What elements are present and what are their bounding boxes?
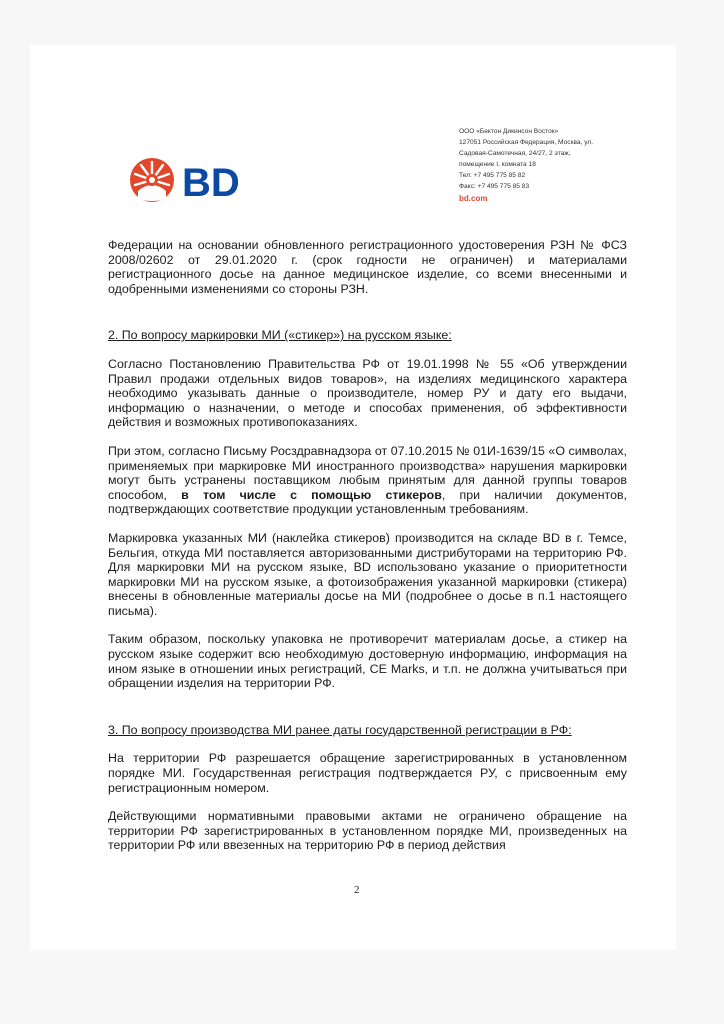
company-name: ООО «Бектон Дикинсон Восток» bbox=[459, 128, 559, 135]
page-number: 2 bbox=[354, 884, 360, 896]
bd-starburst-icon bbox=[130, 158, 174, 202]
section-heading-3: 3. По вопросу производства МИ ранее даты государственной регистрации в РФ: bbox=[108, 722, 572, 737]
address-line: 127051 Российская Федерация, Москва, ул. bbox=[459, 139, 594, 147]
bd-logo-text: BD bbox=[182, 161, 240, 205]
website-link[interactable]: bd.com bbox=[459, 193, 488, 203]
paragraph: Согласно Постановлению Правительства РФ от 19.01.1998 № 55 «Об утверждении Правил продажи отдельных видов товаров», на изделиях медицинского характера необходимо указывать данные о производителе, номер РУ и дату его выдачи, информацию о назначении, о методе и способах применения, об эффективности действия и возможных противопоказаниях. bbox=[108, 356, 627, 430]
paragraph: Действующими нормативными правовыми актами не ограничено обращение на территории РФ зарегистрированных в установленном порядке МИ, произведенных на территории РФ или ввезенных на территорию РФ в период действия bbox=[108, 809, 627, 853]
section-heading-2: 2. По вопросу маркировки МИ («стикер») на русском языке: bbox=[108, 328, 452, 343]
address-line: помещение I, комната 18 bbox=[459, 161, 536, 169]
phone-number: Тел: +7 495 775 85 82 bbox=[459, 172, 526, 180]
bold-emphasis: в том числе с помощью стикеров bbox=[181, 487, 442, 502]
address-line: Садовая-Самотечная, 24/27, 2 этаж, bbox=[459, 150, 571, 158]
bd-logo bbox=[128, 155, 258, 207]
paragraph: Таким образом, поскольку упаковка не противоречит материалам досье, а стикер на русском языке содержит всю необходимую достоверную информацию, информация на ином языке в отношении иных регистраций, CE Marks, и т.п. не должна учитываться при обращении изделия на территории РФ. bbox=[108, 632, 627, 691]
paragraph: При этом, согласно Письму Росздравнадзора от 07.10.2015 № 01И-1639/15 «О символах, применяемых при маркировке МИ иностранного производства» нарушения маркировки могут быть устранены поставщиком любым принятым для данной группы товаров способом, в том числе с помощью стикеров, при наличии документов, подтверждающих соответствие продукции установленным требованиям. bbox=[108, 443, 627, 517]
paragraph: На территории РФ разрешается обращение зарегистрированных в установленном порядке МИ. Государственная регистрация подтверждается РУ, с присвоенным ему регистрационным номером. bbox=[108, 751, 627, 795]
fax-number: Факс: +7 495 775 85 83 bbox=[459, 183, 530, 191]
letterhead-address bbox=[459, 126, 659, 205]
paragraph: Маркировка указанных МИ (наклейка стикеров) производится на складе BD в г. Темсе, Бельгия, откуда МИ поставляется авторизованными дистрибуторами на территорию РФ. Для маркировки МИ на русском языке, BD использовано указание о приоритетности маркировки МИ на русском языке, а фотоизображения указанной маркировки (стикера) внесены в обновленные материалы досье на МИ (подробнее о досье в п.1 настоящего письма). bbox=[108, 530, 627, 618]
letter-body bbox=[108, 238, 627, 853]
paragraph-intro: Федерации на основании обновленного регистрационного удостоверения РЗН № ФСЗ 2008/02602 от 29.01.2020 г. (срок годности не ограничен) и материалами регистрационного досье на данное медицинское изделие, со всеми внесенными и одобренными изменениями со стороны РЗН. bbox=[108, 238, 627, 296]
